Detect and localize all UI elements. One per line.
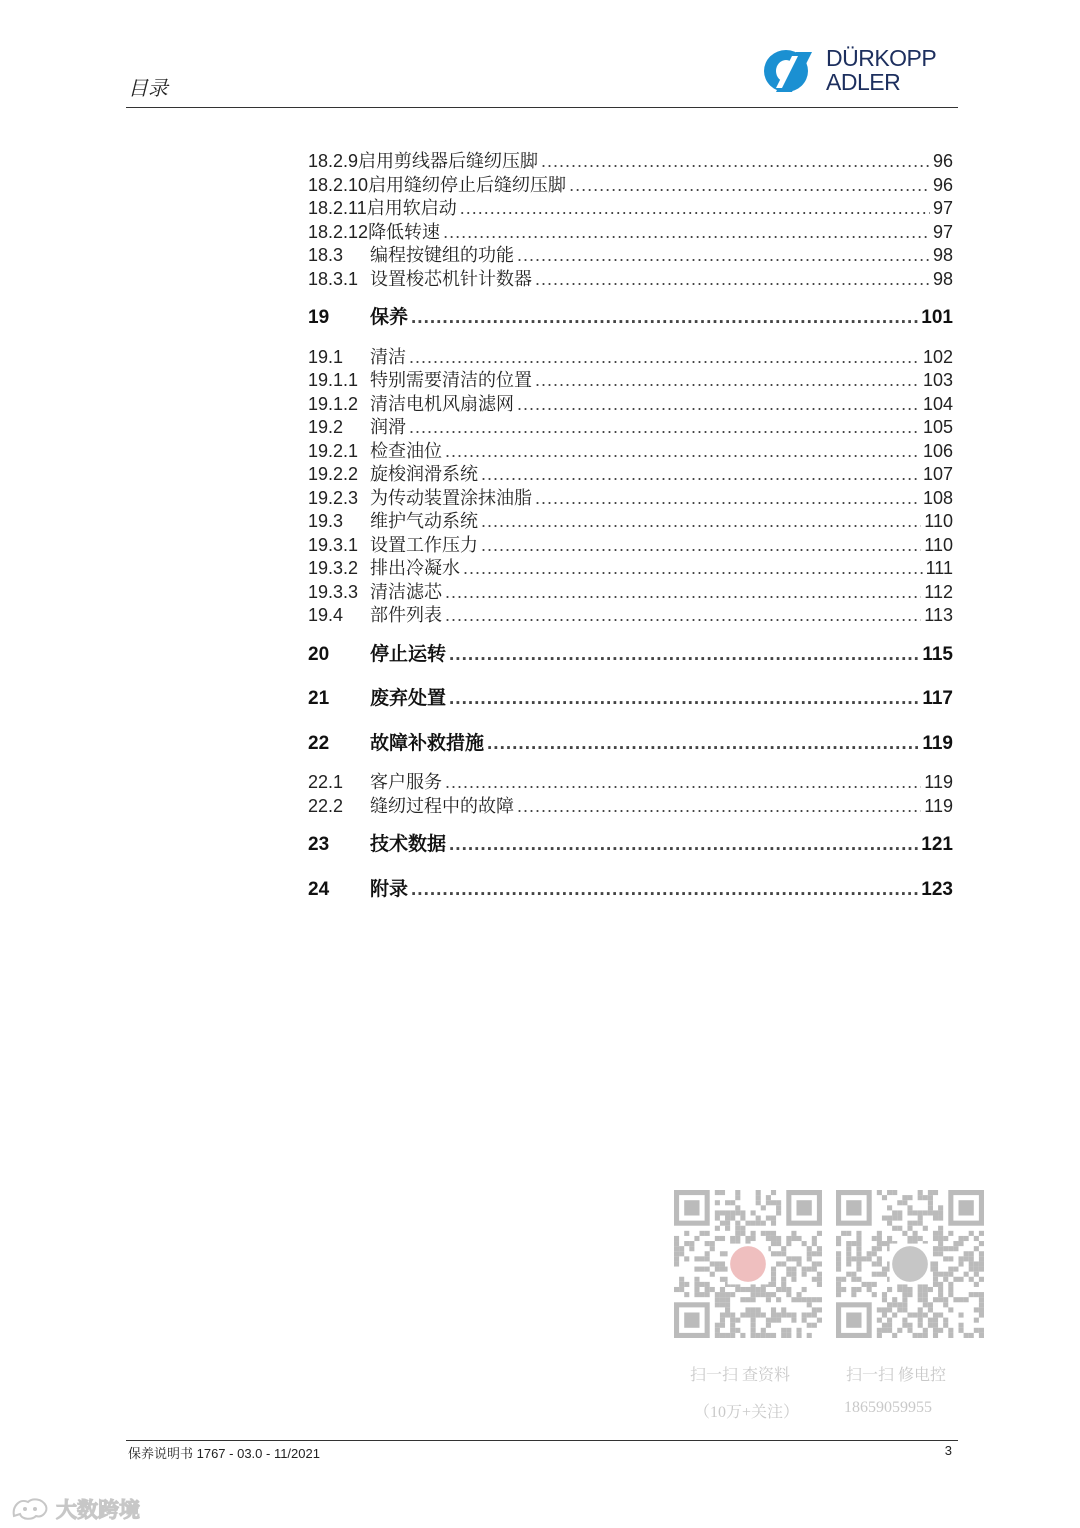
toc-row <box>308 487 953 511</box>
footer-page-number: 3 <box>944 1443 952 1458</box>
toc-number: 18.2.12 <box>308 221 369 242</box>
toc-page-number: 102 <box>922 346 953 367</box>
toc-leader-dots <box>449 682 919 717</box>
toc-row <box>308 244 953 268</box>
wechat-qr-code-icon <box>836 1190 984 1338</box>
toc-page-number: 105 <box>922 417 953 437</box>
toc-row <box>308 795 953 819</box>
toc-number: 19.3.3 <box>308 581 359 602</box>
toc-leader-dots <box>460 197 930 221</box>
toc-page-number: 98 <box>932 245 953 265</box>
toc-number: 18.3.1 <box>308 268 359 289</box>
logo-mark-icon <box>762 48 820 94</box>
qr-caption-2-sub: 18659059955 <box>844 1399 932 1416</box>
toc-number: 19.1.2 <box>308 393 359 414</box>
toc-number: 19 <box>308 307 330 328</box>
toc-leader-dots <box>449 638 919 673</box>
toc-page-number: 111 <box>925 558 953 578</box>
durkopp-adler-logo <box>762 46 962 98</box>
qr-caption-1: 扫一扫 查资料 <box>690 1367 791 1384</box>
toc-page-number: 112 <box>924 581 953 602</box>
toc-row <box>308 463 953 487</box>
toc-number: 22 <box>308 732 330 754</box>
toc-page-number: 97 <box>932 221 953 242</box>
toc-row <box>308 581 953 605</box>
toc-number: 19.3.2 <box>308 558 359 578</box>
toc-page-number: 119 <box>922 732 953 754</box>
toc-leader-dots <box>481 534 921 558</box>
toc-title: 特别需要清洁的位置 <box>370 370 532 390</box>
toc-leader-dots <box>535 268 930 292</box>
toc-row <box>308 557 953 581</box>
toc-page-number: 110 <box>924 511 953 531</box>
toc-row <box>308 416 953 440</box>
toc-leader-dots <box>481 463 920 487</box>
toc-page-number: 107 <box>922 464 953 484</box>
toc-page-number: 123 <box>921 878 953 900</box>
toc-title: 部件列表 <box>370 605 442 625</box>
toc-number: 20 <box>308 643 330 665</box>
toc-number: 18.2.10 <box>308 174 369 195</box>
footer-divider <box>126 1440 958 1441</box>
toc-page-number: 119 <box>924 795 953 816</box>
toc-number: 19.4 <box>308 605 344 625</box>
toc-title: 为传动装置涂抹油脂 <box>370 487 532 508</box>
toc-chapter-row <box>308 873 953 908</box>
toc-row <box>308 771 953 795</box>
toc-number: 21 <box>308 688 330 709</box>
toc-title: 设置梭芯机针计数器 <box>370 268 532 289</box>
toc-number: 19.2.2 <box>308 464 359 484</box>
qr-code-icon <box>674 1190 822 1338</box>
toc-number: 19.2 <box>308 417 344 437</box>
toc-leader-dots <box>411 301 918 336</box>
toc-title: 启用缝纫停止后缝纫压脚 <box>368 174 567 195</box>
toc-page-number: 101 <box>921 307 953 328</box>
toc-number: 18.3 <box>308 245 344 265</box>
toc-title: 启用剪线器后缝纫压脚 <box>358 151 539 171</box>
toc-title: 清洁电机风扇滤网 <box>370 393 514 414</box>
toc-row <box>308 197 953 221</box>
toc-title: 降低转速 <box>368 221 441 242</box>
source-watermark <box>10 1494 140 1524</box>
toc-row <box>308 369 953 393</box>
toc-chapter-row <box>308 301 953 336</box>
toc-leader-dots <box>449 828 918 863</box>
toc-title: 保养 <box>370 307 409 328</box>
toc-leader-dots <box>445 581 921 605</box>
logo-wordmark <box>826 46 936 94</box>
toc-leader-dots <box>541 150 930 174</box>
toc-page-number: 121 <box>921 834 953 855</box>
toc-title: 启用软启动 <box>366 198 457 218</box>
toc-page-number: 115 <box>922 643 953 665</box>
toc-title: 编程按键组的功能 <box>370 245 514 265</box>
toc-leader-dots <box>517 795 921 819</box>
page-header-title: 目录 <box>128 78 168 100</box>
toc-page-number: 96 <box>932 151 953 171</box>
toc-number: 24 <box>308 878 330 900</box>
toc-title: 清洁 <box>370 346 406 367</box>
toc-leader-dots <box>517 244 930 268</box>
toc-row <box>308 174 953 198</box>
toc-row <box>308 604 953 628</box>
toc-page-number: 98 <box>932 268 953 289</box>
toc-row <box>308 150 953 174</box>
toc-leader-dots <box>445 771 921 795</box>
toc-number: 19.2.1 <box>308 440 359 461</box>
toc-leader-dots <box>443 221 930 245</box>
toc-leader-dots <box>535 487 920 511</box>
toc-title: 润滑 <box>370 417 406 437</box>
toc-number: 19.3.1 <box>308 534 359 555</box>
toc-title: 废弃处置 <box>370 688 447 709</box>
toc-number: 19.2.3 <box>308 487 359 508</box>
toc-number: 19.3 <box>308 511 344 531</box>
toc-page-number: 106 <box>922 440 953 461</box>
toc-leader-dots <box>463 557 923 581</box>
toc-title: 设置工作压力 <box>370 534 478 555</box>
toc-page-number: 119 <box>924 772 953 792</box>
toc-page-number: 113 <box>924 605 953 625</box>
toc-leader-dots <box>487 727 919 762</box>
header-divider <box>126 107 958 108</box>
toc-number: 22.1 <box>308 772 344 792</box>
toc-leader-dots <box>535 369 920 393</box>
qr-caption-2: 扫一扫 修电控 <box>846 1367 947 1384</box>
toc-row <box>308 346 953 370</box>
toc-row <box>308 510 953 534</box>
toc-title: 技术数据 <box>370 834 447 855</box>
toc-title: 维护气动系统 <box>370 511 478 531</box>
toc-title: 检查油位 <box>370 440 442 461</box>
toc-chapter-row <box>308 682 953 717</box>
toc-row <box>308 221 953 245</box>
logo-line-1: DÜRKOPP <box>826 45 937 71</box>
toc-leader-dots <box>411 873 918 908</box>
toc-chapter-row <box>308 727 953 762</box>
toc-leader-dots <box>445 440 920 464</box>
toc-number: 18.2.9 <box>308 151 359 171</box>
toc-leader-dots <box>481 510 921 534</box>
toc-title: 客户服务 <box>370 772 442 792</box>
table-of-contents <box>308 150 953 907</box>
toc-number: 23 <box>308 834 330 855</box>
toc-number: 22.2 <box>308 795 344 816</box>
toc-title: 清洁滤芯 <box>370 581 442 602</box>
toc-leader-dots <box>409 416 920 440</box>
toc-page-number: 117 <box>922 688 953 709</box>
toc-row <box>308 534 953 558</box>
toc-number: 18.2.11 <box>308 198 367 218</box>
toc-chapter-row <box>308 828 953 863</box>
toc-title: 故障补救措施 <box>370 732 485 754</box>
toc-title: 旋梭润滑系统 <box>370 464 478 484</box>
logo-line-2: ADLER <box>826 69 901 95</box>
footer-document-id: 保养说明书 1767 - 03.0 - 11/2021 <box>128 1446 320 1461</box>
toc-leader-dots <box>445 604 921 628</box>
watermark-text: 大数跨境 <box>56 1498 140 1522</box>
toc-page-number: 104 <box>922 393 953 414</box>
toc-row <box>308 268 953 292</box>
toc-title: 缝纫过程中的故障 <box>370 795 514 816</box>
toc-page-number: 108 <box>922 487 953 508</box>
toc-title: 排出冷凝水 <box>370 558 460 578</box>
toc-page-number: 110 <box>924 534 953 555</box>
toc-title: 停止运转 <box>370 643 447 665</box>
watermark-logo-icon <box>10 1496 50 1522</box>
toc-row <box>308 440 953 464</box>
toc-number: 19.1.1 <box>308 370 359 390</box>
toc-page-number: 103 <box>922 370 953 390</box>
toc-leader-dots <box>569 174 930 198</box>
toc-page-number: 96 <box>932 174 953 195</box>
toc-number: 19.1 <box>308 346 344 367</box>
toc-page-number: 97 <box>932 198 953 218</box>
toc-leader-dots <box>409 346 920 370</box>
toc-chapter-row <box>308 638 953 673</box>
toc-row <box>308 393 953 417</box>
toc-title: 附录 <box>370 878 409 900</box>
toc-leader-dots <box>517 393 920 417</box>
qr-caption-1-sub: （10万+关注） <box>694 1404 800 1421</box>
